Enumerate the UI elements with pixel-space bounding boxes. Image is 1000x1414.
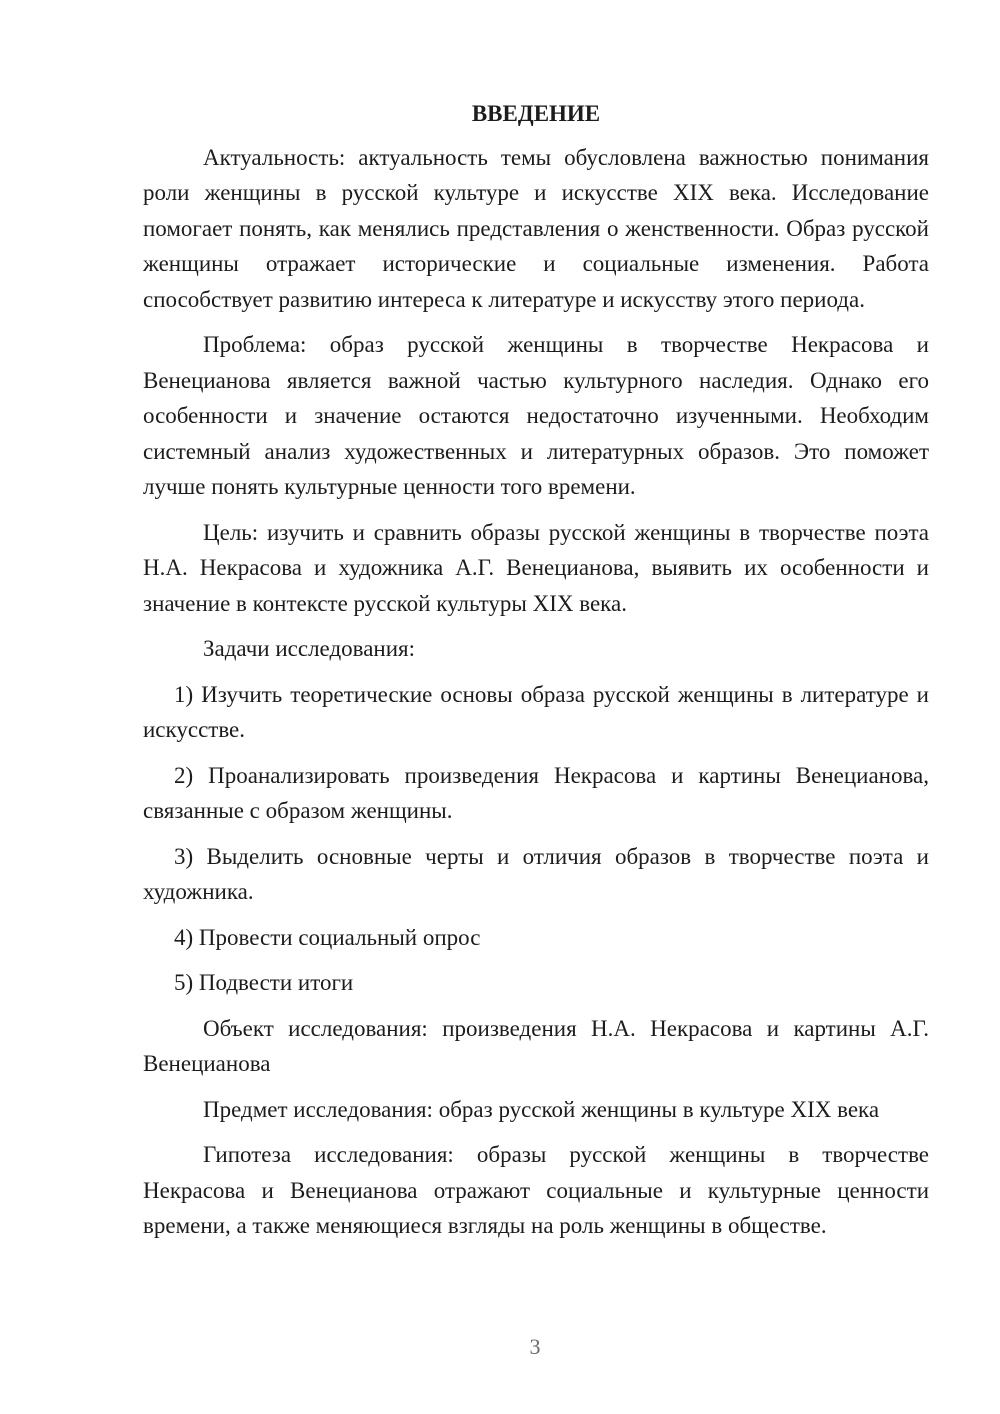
list-item: 4) Провести социальный опрос bbox=[174, 924, 481, 950]
list-item: 5) Подвести итоги bbox=[174, 970, 354, 995]
list-item: 1) Изучить теоретические основы образа русской женщины в литературе и искусстве. bbox=[143, 681, 929, 742]
section-title: ВВЕДЕНИЕ bbox=[471, 101, 601, 126]
page-number: 3 bbox=[529, 1334, 541, 1359]
problem-paragraph: Проблема: образ русской женщины в творчестве Некрасова и Венецианова является важной частью культурного наследия. Однако его особенности и значение остаются недостаточно изученными. Необходим системный анализ художественных и литературных образов. Это поможет лучше понять культурные ценности того времени. bbox=[143, 332, 929, 499]
list-item: 2) Проанализировать произведения Некрасова и картины Венецианова, связанные с образом женщины. bbox=[143, 762, 929, 823]
tasks-list bbox=[143, 677, 929, 1001]
list-item: 3) Выделить основные черты и отличия образов в творчестве поэта и художника. bbox=[143, 843, 929, 904]
subject-paragraph: Предмет исследования: образ русской женщины в культуре XIX века bbox=[203, 1096, 880, 1122]
goal-paragraph: Цель: изучить и сравнить образы русской женщины в творчестве поэта Н.А. Некрасова и художника А.Г. Венецианова, выявить их особенности и значение в контексте русской культуры XIX века. bbox=[143, 519, 929, 616]
relevance-paragraph: Актуальность: актуальность темы обусловлена важностью понимания роли женщины в русской культуре и искусстве XIX века. Исследование помогает понять, как менялись представления о женственности. Образ русской женщины отражает исторические и социальные изменения. Работа способствует развитию интереса к литературе и искусству этого периода. bbox=[143, 144, 929, 312]
object-paragraph: Объект исследования: произведения Н.А. Некрасова и картины А.Г. Венецианова bbox=[143, 1015, 929, 1076]
hypothesis-paragraph: Гипотеза исследования: образы русской женщины в творчестве Некрасова и Венецианова отражают социальные и культурные ценности времени, а также меняющиеся взгляды на роль женщины в обществе. bbox=[143, 1142, 929, 1238]
tasks-heading: Задачи исследования: bbox=[203, 636, 416, 661]
